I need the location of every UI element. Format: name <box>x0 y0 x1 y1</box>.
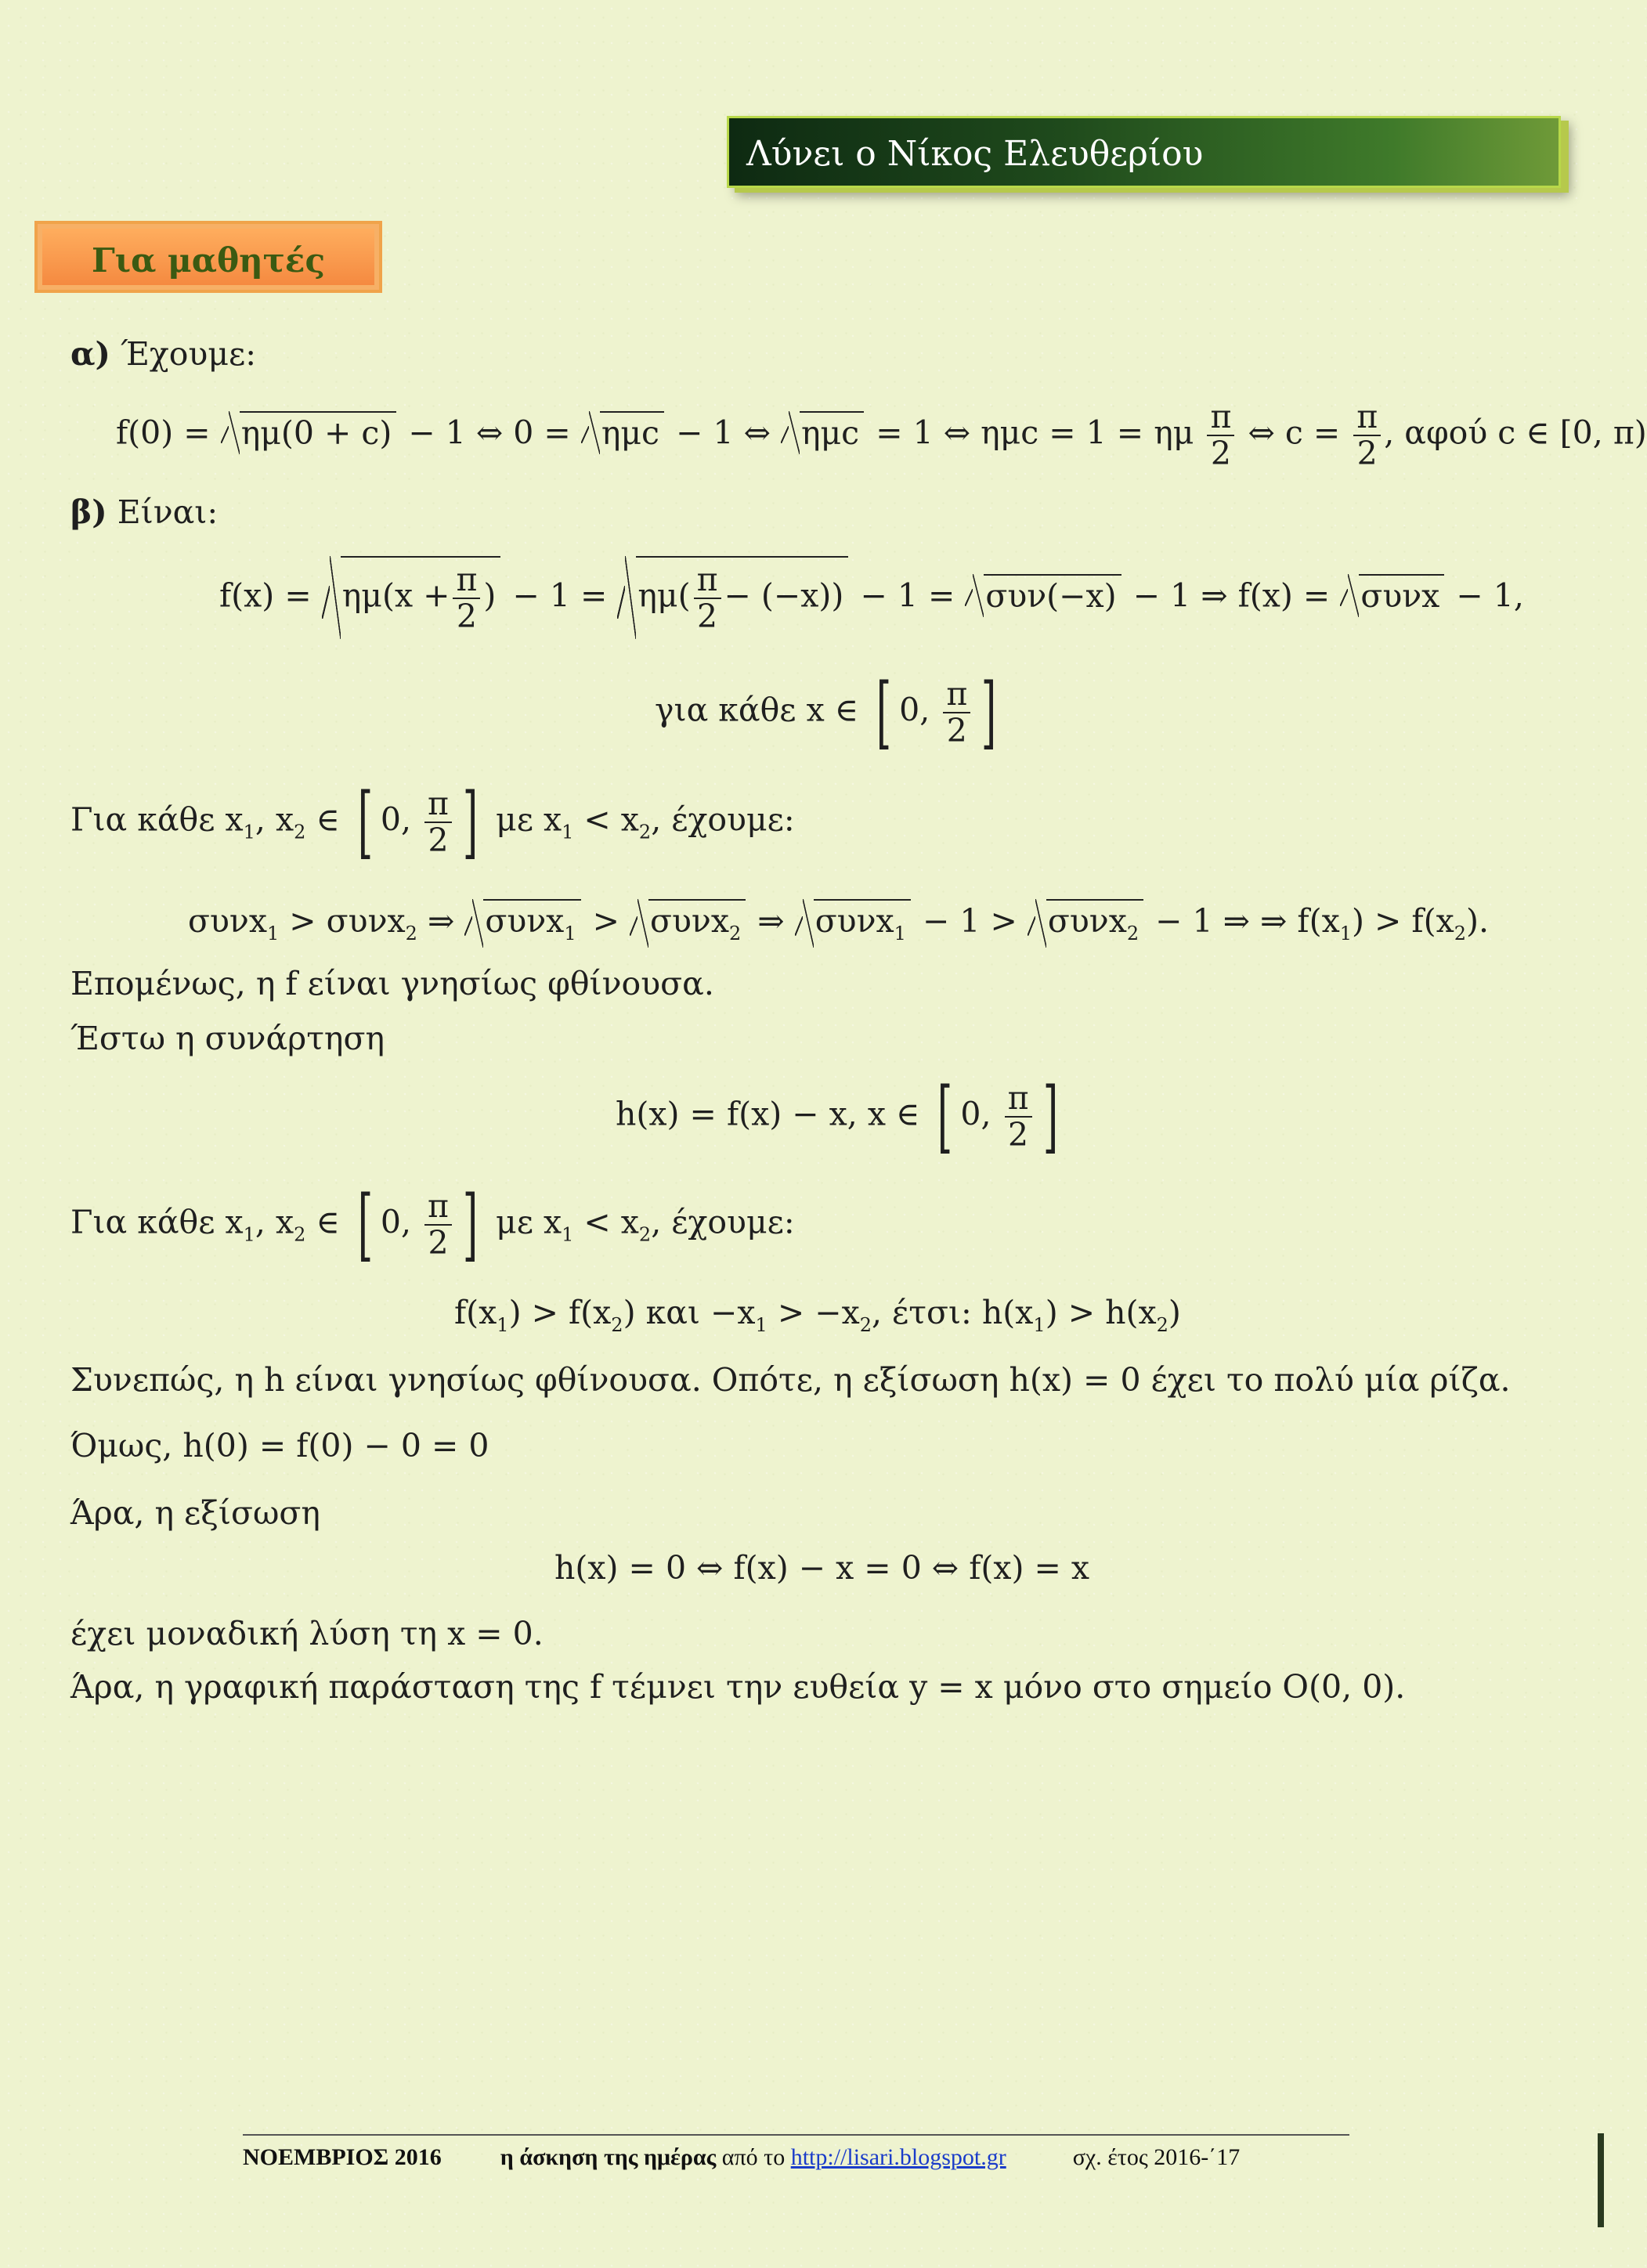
footer-rule <box>243 2134 1349 2136</box>
sub-2: 2 <box>859 1314 872 1336</box>
sub-2: 2 <box>1126 923 1140 944</box>
radicand-4 <box>341 556 501 634</box>
comma-x2: , x <box>255 1203 294 1241</box>
part-a-label: α) <box>70 335 110 373</box>
footer-exercise: η άσκηση της ημέρας <box>500 2144 717 2170</box>
sub-2: 2 <box>611 1314 623 1336</box>
unique-solution-line: έχει μοναδική λύση τη x = 0. <box>70 1615 544 1652</box>
bracket-close: ] <box>1042 1071 1058 1162</box>
sub-2: 2 <box>728 923 742 944</box>
frac-den: 2 <box>428 1224 449 1262</box>
edge-bar <box>1598 2133 1604 2227</box>
sqrt-11 <box>1028 899 1143 943</box>
conclusion-1: Επομένως, η f είναι γνησίως φθίνουσα. <box>70 965 714 1002</box>
sqrt-1 <box>221 411 397 450</box>
ineq-a: συνx <box>188 902 267 940</box>
part-a-intro: Έχουμε: <box>121 335 257 373</box>
frac-num: π <box>424 1189 452 1226</box>
sub-1: 1 <box>243 1223 255 1246</box>
sub-2: 2 <box>1454 923 1467 944</box>
fraction-pi-2-b <box>1353 399 1381 471</box>
with-text: με x <box>496 1203 562 1241</box>
sub-2: 2 <box>294 821 306 843</box>
sqrt-6 <box>965 574 1121 615</box>
sub-1: 1 <box>497 1314 509 1336</box>
fxi-b: ) > f(x <box>508 1294 612 1331</box>
radicand-10 <box>814 899 911 943</box>
rad4-b: ) <box>483 576 497 615</box>
zero-1: 0, <box>899 691 930 729</box>
ineq-l: ) > f(x <box>1352 902 1454 940</box>
fraction-pi-2-g <box>1005 1078 1032 1154</box>
rad5-a: ημ( <box>637 576 691 615</box>
frac-den: 2 <box>697 598 718 636</box>
frac-num: π <box>1207 399 1234 436</box>
however-line: Όμως, h(0) = f(0) − 0 = 0 <box>70 1427 489 1464</box>
sub-2: 2 <box>1156 1314 1168 1336</box>
footer <box>243 2144 1240 2171</box>
hdef-text: h(x) = f(x) − x, x ∈ <box>616 1095 920 1133</box>
sqrt-5 <box>617 556 848 634</box>
fxi-g: ) <box>1168 1294 1181 1331</box>
part-b-intro: Είναι: <box>117 493 219 531</box>
have-text: , έχουμε: <box>651 1203 795 1241</box>
domain-line-1 <box>655 666 1004 758</box>
sub-1: 1 <box>894 923 906 944</box>
radicand-7: συνx <box>1359 574 1444 612</box>
fraction-pi-2-e <box>943 674 970 749</box>
rad4-a: ημ(x + <box>341 576 450 615</box>
zero: 0, <box>380 800 411 839</box>
sub-1: 1 <box>266 923 280 944</box>
fraction-pi-2-d <box>694 562 721 634</box>
ineq-e: > <box>582 902 630 940</box>
fraction-pi-2-c <box>453 562 480 634</box>
sqrt-7 <box>1340 574 1444 615</box>
eq2-tail: − 1, <box>1456 576 1524 615</box>
with-text: με x <box>496 800 562 839</box>
equivalence-chain: h(x) = 0 ⇔ f(x) − x = 0 ⇔ f(x) = x <box>554 1549 1090 1587</box>
fxi-e: , έτσι: h(x <box>871 1294 1034 1331</box>
sub-1: 1 <box>755 1314 768 1336</box>
ineq-h: συνx <box>814 902 894 940</box>
frac-den: 2 <box>1210 435 1231 473</box>
footer-link[interactable]: http://lisari.blogspot.gr <box>790 2144 1006 2170</box>
comma-x2: , x <box>255 800 294 839</box>
rad5-b: − (−x)) <box>724 576 844 615</box>
bracket-close: ] <box>462 1179 479 1270</box>
author-text: Λύνει ο Νίκος Ελευθερίου <box>746 134 1204 174</box>
ineq-j: συνx <box>1047 902 1127 940</box>
radicand-9 <box>648 899 746 943</box>
fxi-d: > −x <box>767 1294 860 1331</box>
part-b-label: β) <box>70 493 107 531</box>
eq-f0: f(0) = <box>116 414 211 452</box>
eq2-mid-1: − 1 = <box>512 576 608 615</box>
frac-num: π <box>453 562 480 599</box>
footer-from: από το <box>716 2144 791 2170</box>
for-each-text: Για κάθε x <box>70 800 244 839</box>
fxi-a: f(x <box>454 1294 497 1331</box>
bracket-close: ] <box>462 776 479 868</box>
domain-text-1: για κάθε x ∈ <box>655 691 859 729</box>
eq-tail: , αφού c ∈ [0, π) <box>1384 414 1647 452</box>
sqrt-3 <box>781 411 864 450</box>
conclusion-2: Συνεπώς, η h είναι γνησίως φθίνουσα. Οπότε, η εξίσωση h(x) = 0 έχει το πολύ μία ρίζα. <box>70 1361 1511 1399</box>
eq-mid-3: = 1 ⇔ ημc = 1 = ημ <box>876 414 1194 452</box>
f-h-inequality <box>454 1294 1181 1336</box>
bracket-open: [ <box>876 666 892 758</box>
frac-num: π <box>1005 1081 1032 1118</box>
bracket-close: ] <box>981 666 997 758</box>
bracket-open: [ <box>937 1071 953 1162</box>
for-each-line-2 <box>70 1179 795 1270</box>
fraction-pi-2 <box>1207 399 1234 471</box>
frac-den: 2 <box>428 822 449 859</box>
sub-1: 1 <box>243 821 255 843</box>
bracket-open: [ <box>357 776 374 868</box>
frac-num: π <box>694 562 721 599</box>
sub-1: 1 <box>1033 1314 1046 1336</box>
ineq-m: ). <box>1466 902 1490 940</box>
frac-num: π <box>943 677 970 713</box>
lt-text: < x <box>573 1203 639 1241</box>
sqrt-10 <box>795 899 911 943</box>
cos-inequality-chain <box>188 899 1489 943</box>
for-each-line-1 <box>70 776 795 868</box>
frac-den: 2 <box>1008 1116 1029 1154</box>
frac-num: π <box>424 786 452 823</box>
sub-1: 1 <box>562 821 574 843</box>
sqrt-9 <box>630 899 746 943</box>
eq-mid-4: ⇔ c = <box>1248 414 1341 452</box>
sqrt-2 <box>581 411 664 450</box>
sub-1: 1 <box>562 1223 574 1246</box>
radicand-11 <box>1046 899 1143 943</box>
in-symbol: ∈ <box>305 1203 340 1241</box>
eq-mid-2: − 1 ⇔ <box>676 414 771 452</box>
radicand-3: ημc <box>800 411 864 450</box>
footer-month: ΝΟΕΜΒΡΙΟΣ 2016 <box>243 2144 442 2170</box>
frac-den: 2 <box>456 598 477 636</box>
fxi-f: ) > h(x <box>1045 1294 1157 1331</box>
ineq-k: − 1 ⇒ ⇒ f(x <box>1145 902 1340 940</box>
fxi-c: ) και −x <box>623 1294 756 1331</box>
frac-num: π <box>1353 399 1381 436</box>
radicand-5 <box>636 556 848 634</box>
eq-mid-1: − 1 ⇔ 0 = <box>408 414 571 452</box>
sub-1: 1 <box>564 923 576 944</box>
ineq-i: − 1 > <box>912 902 1028 940</box>
sub-1: 1 <box>1339 923 1353 944</box>
sub-2: 2 <box>405 923 417 944</box>
eq2-fx: f(x) = <box>219 576 312 615</box>
eq2-mid-3: − 1 ⇒ f(x) = <box>1132 576 1331 615</box>
radicand-6: συν(−x) <box>984 574 1121 612</box>
equation-fx <box>219 556 1524 634</box>
students-label: Για μαθητές <box>91 241 326 280</box>
zero: 0, <box>960 1095 991 1133</box>
thus-line: Άρα, η εξίσωση <box>70 1494 320 1532</box>
equation-f0 <box>116 399 1647 471</box>
radicand-1: ημ(0 + c) <box>240 411 397 450</box>
part-b-heading <box>70 493 219 531</box>
ineq-c: ⇒ <box>417 902 465 940</box>
h-definition <box>616 1071 1066 1162</box>
radicand-2: ημc <box>600 411 664 450</box>
ineq-b: > συνx <box>279 902 406 940</box>
sub-2: 2 <box>638 821 652 843</box>
students-label-box <box>34 221 382 293</box>
have-text: , έχουμε: <box>651 800 795 839</box>
for-each-text: Για κάθε x <box>70 1203 244 1241</box>
sqrt-8 <box>464 899 580 943</box>
final-conclusion: Άρα, η γραφική παράσταση της f τέμνει την ευθεία y = x μόνο στο σημείο O(0, 0). <box>70 1668 1406 1706</box>
sub-2: 2 <box>638 1223 652 1246</box>
footer-year: σχ. έτος 2016-΄17 <box>1072 2144 1241 2170</box>
frac-den: 2 <box>946 712 967 749</box>
ineq-f: συνx <box>650 902 729 940</box>
frac-den: 2 <box>1356 435 1378 473</box>
radicand-8 <box>483 899 580 943</box>
part-a-heading <box>70 335 257 373</box>
lt-text: < x <box>573 800 639 839</box>
zero: 0, <box>380 1203 411 1241</box>
in-symbol: ∈ <box>305 800 340 839</box>
sub-2: 2 <box>294 1223 306 1246</box>
sqrt-4 <box>322 556 501 634</box>
bracket-open: [ <box>357 1179 374 1270</box>
ineq-d: συνx <box>485 902 565 940</box>
let-function-text: Έστω η συνάρτηση <box>70 1020 385 1057</box>
eq2-mid-2: − 1 = <box>860 576 955 615</box>
fraction-pi-2-h <box>424 1186 452 1262</box>
author-banner <box>727 116 1561 188</box>
ineq-g: ⇒ <box>747 902 795 940</box>
fraction-pi-2-f <box>424 786 452 858</box>
